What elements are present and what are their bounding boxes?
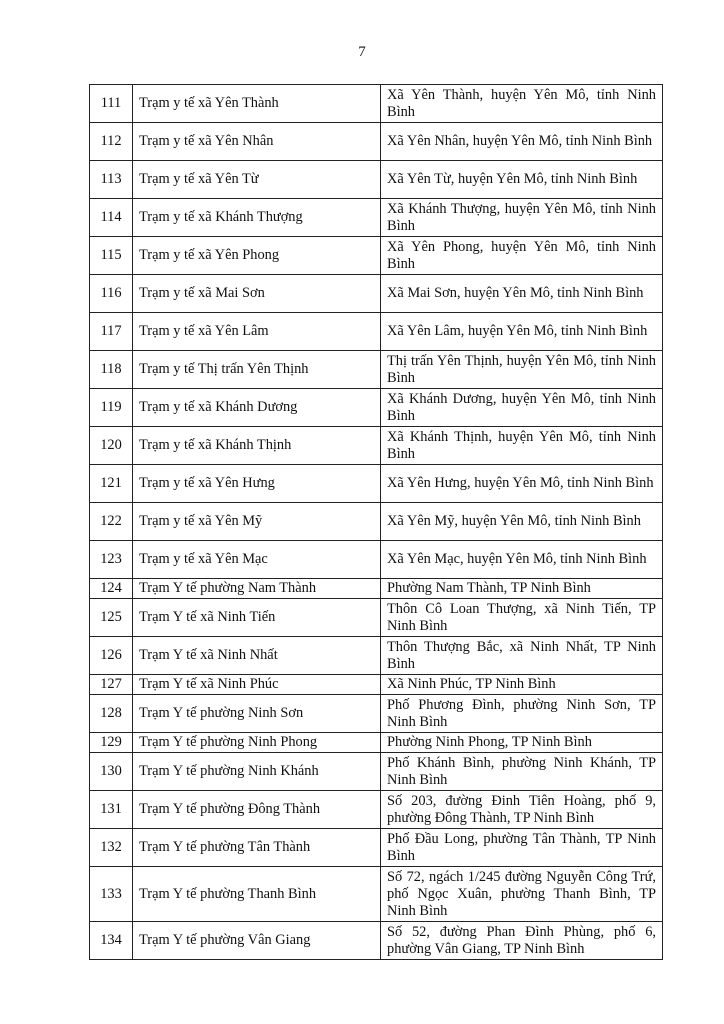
station-address-cell: Xã Khánh Dương, huyện Yên Mô, tỉnh Ninh Bình <box>381 389 663 427</box>
station-address-cell: Xã Ninh Phúc, TP Ninh Bình <box>381 675 663 695</box>
station-name-cell: Trạm Y tế xã Ninh Nhất <box>133 637 381 675</box>
row-number-cell: 130 <box>90 753 133 791</box>
station-address-cell: Xã Yên Từ, huyện Yên Mô, tỉnh Ninh Bình <box>381 161 663 199</box>
station-address-cell: Xã Khánh Thượng, huyện Yên Mô, tỉnh Ninh Bình <box>381 199 663 237</box>
station-address-cell: Thị trấn Yên Thịnh, huyện Yên Mô, tỉnh Ninh Bình <box>381 351 663 389</box>
table-row <box>90 922 663 960</box>
row-number-cell: 127 <box>90 675 133 695</box>
row-number-cell: 133 <box>90 867 133 922</box>
station-name-cell: Trạm Y tế phường Ninh Phong <box>133 733 381 753</box>
station-address-cell: Xã Yên Hưng, huyện Yên Mô, tỉnh Ninh Bình <box>381 465 663 503</box>
station-name-cell: Trạm y tế xã Khánh Thượng <box>133 199 381 237</box>
station-address-cell: Phố Khánh Bình, phường Ninh Khánh, TP Ninh Bình <box>381 753 663 791</box>
table-body <box>90 85 663 960</box>
station-name-cell: Trạm Y tế phường Vân Giang <box>133 922 381 960</box>
table-row <box>90 867 663 922</box>
table-row <box>90 791 663 829</box>
station-address-cell: Xã Yên Thành, huyện Yên Mô, tỉnh Ninh Bình <box>381 85 663 123</box>
table-row <box>90 695 663 733</box>
row-number-cell: 120 <box>90 427 133 465</box>
row-number-cell: 132 <box>90 829 133 867</box>
station-address-cell: Xã Yên Mỹ, huyện Yên Mô, tỉnh Ninh Bình <box>381 503 663 541</box>
table-row <box>90 237 663 275</box>
table-row <box>90 313 663 351</box>
table-row <box>90 465 663 503</box>
station-address-cell: Phường Ninh Phong, TP Ninh Bình <box>381 733 663 753</box>
health-stations-table <box>89 84 663 960</box>
page-number: 7 <box>358 44 366 60</box>
station-address-cell: Thôn Cô Loan Thượng, xã Ninh Tiến, TP Ninh Bình <box>381 599 663 637</box>
row-number-cell: 111 <box>90 85 133 123</box>
row-number-cell: 125 <box>90 599 133 637</box>
station-name-cell: Trạm y tế xã Yên Phong <box>133 237 381 275</box>
row-number-cell: 121 <box>90 465 133 503</box>
station-name-cell: Trạm Y tế phường Nam Thành <box>133 579 381 599</box>
station-name-cell: Trạm y tế xã Yên Lâm <box>133 313 381 351</box>
row-number-cell: 114 <box>90 199 133 237</box>
station-name-cell: Trạm y tế xã Khánh Thịnh <box>133 427 381 465</box>
station-name-cell: Trạm y tế xã Yên Mạc <box>133 541 381 579</box>
station-name-cell: Trạm y tế xã Khánh Dương <box>133 389 381 427</box>
station-address-cell: Phường Nam Thành, TP Ninh Bình <box>381 579 663 599</box>
station-address-cell: Xã Khánh Thịnh, huyện Yên Mô, tỉnh Ninh Bình <box>381 427 663 465</box>
table-row <box>90 427 663 465</box>
row-number-cell: 118 <box>90 351 133 389</box>
station-address-cell: Xã Yên Nhân, huyện Yên Mô, tỉnh Ninh Bình <box>381 123 663 161</box>
station-name-cell: Trạm y tế xã Mai Sơn <box>133 275 381 313</box>
table-row <box>90 753 663 791</box>
station-address-cell: Phố Đầu Long, phường Tân Thành, TP Ninh Bình <box>381 829 663 867</box>
station-name-cell: Trạm Y tế xã Ninh Phúc <box>133 675 381 695</box>
row-number-cell: 122 <box>90 503 133 541</box>
table-row <box>90 733 663 753</box>
row-number-cell: 116 <box>90 275 133 313</box>
station-address-cell: Phố Phương Đình, phường Ninh Sơn, TP Ninh Bình <box>381 695 663 733</box>
station-name-cell: Trạm y tế Thị trấn Yên Thịnh <box>133 351 381 389</box>
table-row <box>90 199 663 237</box>
station-address-cell: Xã Yên Lâm, huyện Yên Mô, tỉnh Ninh Bình <box>381 313 663 351</box>
row-number-cell: 115 <box>90 237 133 275</box>
station-name-cell: Trạm y tế xã Yên Hưng <box>133 465 381 503</box>
table-row <box>90 503 663 541</box>
station-address-cell: Thôn Thượng Bắc, xã Ninh Nhất, TP Ninh Bình <box>381 637 663 675</box>
row-number-cell: 112 <box>90 123 133 161</box>
table-row <box>90 579 663 599</box>
station-address-cell: Xã Yên Mạc, huyện Yên Mô, tỉnh Ninh Bình <box>381 541 663 579</box>
station-name-cell: Trạm Y tế phường Tân Thành <box>133 829 381 867</box>
row-number-cell: 123 <box>90 541 133 579</box>
table-row <box>90 599 663 637</box>
table-row <box>90 275 663 313</box>
table-row <box>90 123 663 161</box>
station-address-cell: Số 72, ngách 1/245 đường Nguyễn Công Trứ, phố Ngọc Xuân, phường Thanh Bình, TP Ninh Bình <box>381 867 663 922</box>
station-name-cell: Trạm Y tế phường Ninh Sơn <box>133 695 381 733</box>
table-row <box>90 829 663 867</box>
station-name-cell: Trạm y tế xã Yên Từ <box>133 161 381 199</box>
station-name-cell: Trạm y tế xã Yên Thành <box>133 85 381 123</box>
station-address-cell: Số 52, đường Phan Đình Phùng, phố 6, phường Vân Giang, TP Ninh Bình <box>381 922 663 960</box>
station-name-cell: Trạm y tế xã Yên Mỹ <box>133 503 381 541</box>
table-row <box>90 85 663 123</box>
station-name-cell: Trạm Y tế phường Thanh Bình <box>133 867 381 922</box>
row-number-cell: 119 <box>90 389 133 427</box>
row-number-cell: 131 <box>90 791 133 829</box>
station-address-cell: Xã Mai Sơn, huyện Yên Mô, tỉnh Ninh Bình <box>381 275 663 313</box>
row-number-cell: 134 <box>90 922 133 960</box>
station-name-cell: Trạm Y tế xã Ninh Tiến <box>133 599 381 637</box>
row-number-cell: 128 <box>90 695 133 733</box>
station-name-cell: Trạm Y tế phường Ninh Khánh <box>133 753 381 791</box>
table-row <box>90 675 663 695</box>
table-row <box>90 637 663 675</box>
row-number-cell: 117 <box>90 313 133 351</box>
station-address-cell: Xã Yên Phong, huyện Yên Mô, tỉnh Ninh Bình <box>381 237 663 275</box>
row-number-cell: 129 <box>90 733 133 753</box>
row-number-cell: 126 <box>90 637 133 675</box>
table-row <box>90 161 663 199</box>
station-name-cell: Trạm y tế xã Yên Nhân <box>133 123 381 161</box>
station-name-cell: Trạm Y tế phường Đông Thành <box>133 791 381 829</box>
table-row <box>90 541 663 579</box>
row-number-cell: 113 <box>90 161 133 199</box>
row-number-cell: 124 <box>90 579 133 599</box>
table-row <box>90 351 663 389</box>
station-address-cell: Số 203, đường Đinh Tiên Hoàng, phố 9, phường Đông Thành, TP Ninh Bình <box>381 791 663 829</box>
table-row <box>90 389 663 427</box>
